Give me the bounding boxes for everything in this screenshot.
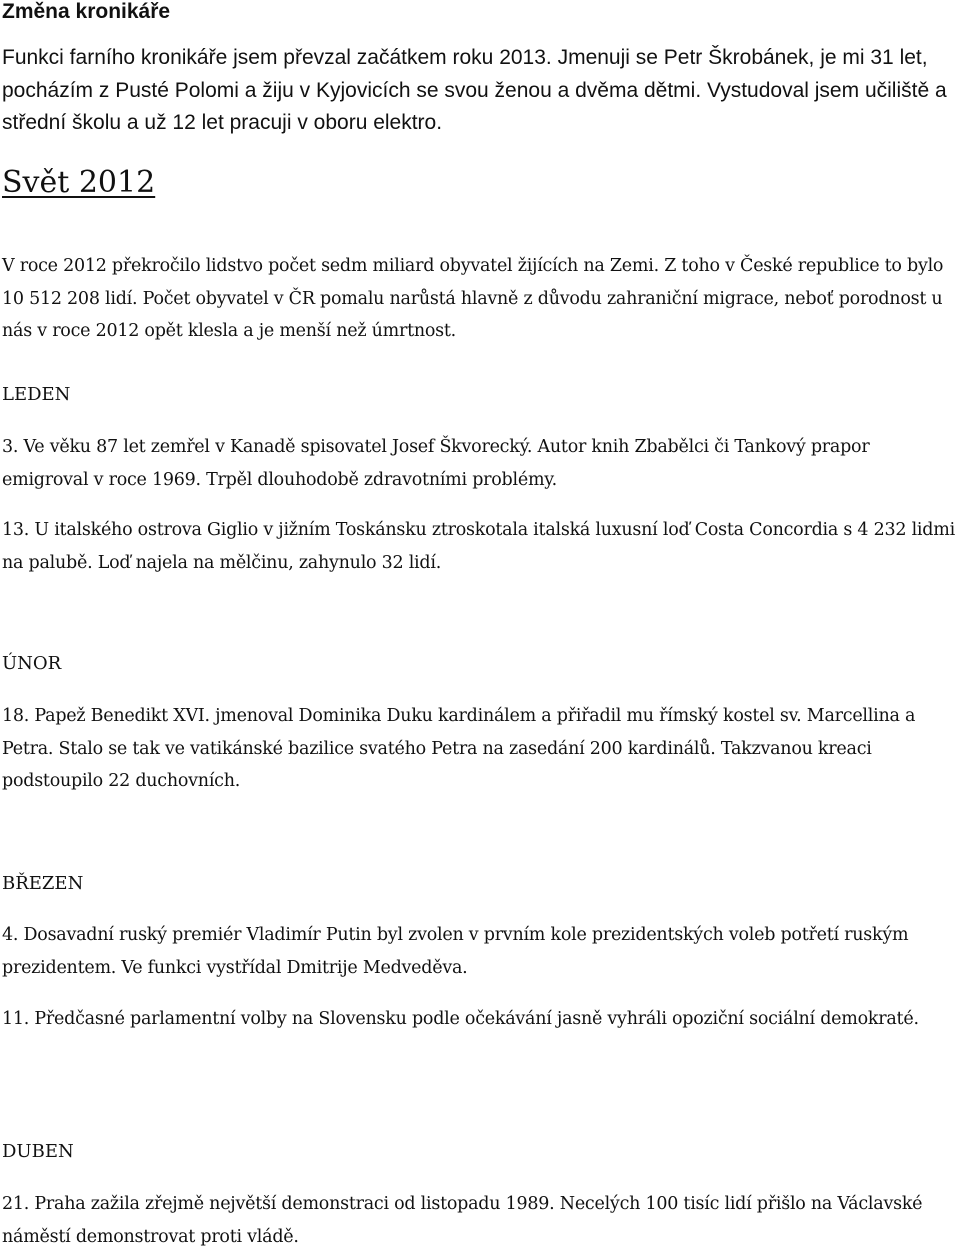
- month-heading-leden: LEDEN: [2, 384, 71, 405]
- month-heading-unor: ÚNOR: [2, 653, 62, 674]
- section-title: Svět 2012: [2, 165, 156, 200]
- event-item: 21. Praha zažila zřejmě největší demonstraci od listopadu 1989. Necelých 100 tisíc lidí přišlo na Václavské náměstí demonstrovat proti vládě.: [2, 1194, 923, 1247]
- month-heading-duben: DUBEN: [2, 1141, 74, 1162]
- event-item: 3. Ve věku 87 let zemřel v Kanadě spisovatel Josef Škvorecký. Autor knih Zbabělci či Tankový prapor emigroval v roce 1969. Trpěl dlouhodobě zdravotními problémy.: [2, 437, 870, 490]
- month-heading-brezen: BŘEZEN: [2, 873, 84, 894]
- event-item: 4. Dosavadní ruský premiér Vladimír Putin byl zvolen v prvním kole prezidentských voleb potřetí ruským prezidentem. Ve funkci vystřídal Dmitrije Medveděva.: [2, 925, 909, 978]
- intro-paragraph: Funkci farního kronikáře jsem převzal začátkem roku 2013. Jmenuji se Petr Škrobánek, je mi 31 let, pocházím z Pusté Polomi a žiju v Kyjovicích se svou ženou a dvěma dětmi. Vystudoval jsem učiliště a střední školu a už 12 let pracuji v oboru elektro.: [2, 46, 947, 134]
- event-item: 13. U italského ostrova Giglio v jižním Toskánsku ztroskotala italská luxusní loď Costa Concordia s 4 232 lidmi na palubě. Loď najela na mělčinu, zahynulo 32 lidí.: [2, 520, 955, 573]
- document-heading: Změna kronikáře: [2, 0, 171, 23]
- event-item: 11. Předčasné parlamentní volby na Slovensku podle očekávání jasně vyhráli opoziční sociální demokraté.: [2, 1009, 919, 1029]
- world-paragraph: V roce 2012 překročilo lidstvo počet sedm miliard obyvatel žijících na Zemi. Z toho v České republice to bylo 10 512 208 lidí. Počet obyvatel v ČR pomalu narůstá hlavně z důvodu zahraniční migrace, neboť porodnost u nás v roce 2012 opět klesla a je menší než úmrtnost.: [2, 256, 944, 341]
- event-item: 18. Papež Benedikt XVI. jmenoval Dominika Duku kardinálem a přiřadil mu římský kostel sv. Marcellina a Petra. Stalo se tak ve vatikánské bazilice svatého Petra na zasedání 200 kardinálů. Takzvanou kreaci podstoupilo 22 duchovních.: [2, 706, 916, 791]
